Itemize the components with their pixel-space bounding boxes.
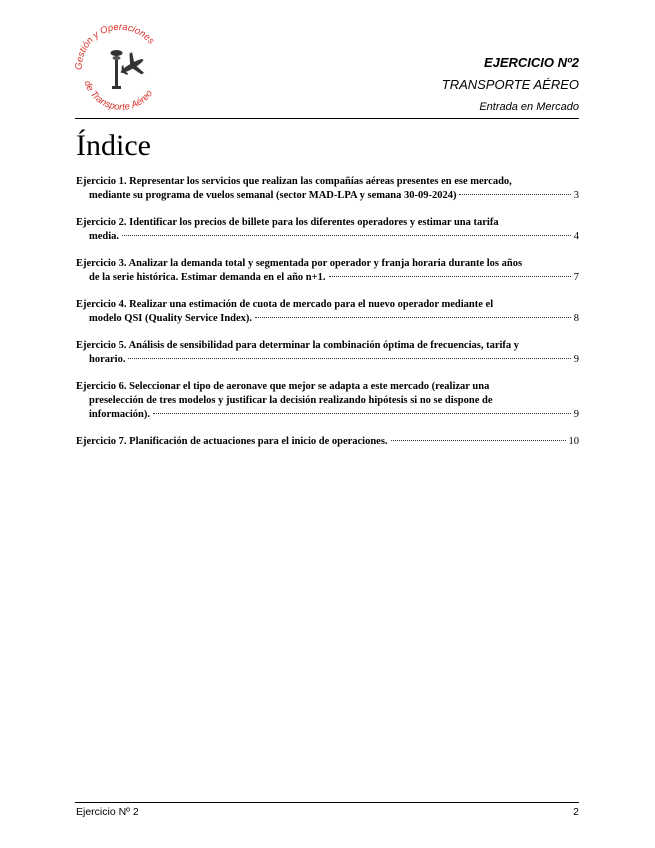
footer-document-name: Ejercicio Nº 2 [76,806,139,818]
toc-entry-text: información). [89,409,150,420]
toc-leader [153,413,571,414]
toc-entry-2[interactable] [76,216,579,244]
logo-text-top: Gestión y Operaciones [73,22,157,71]
footer-page-number: 2 [573,806,579,818]
toc-entry-text: horario. [89,354,126,365]
toc-entry-1[interactable] [76,175,579,203]
header-exercise-number: EJERCICIO Nº2 [483,55,579,70]
toc-entry-7[interactable] [76,435,579,449]
toc-entry-6[interactable] [76,380,579,422]
toc-entry-text: Ejercicio 2. Identificar los precios de billete para los diferentes operadores y estimar una tarifa [76,217,499,228]
toc-leader [128,358,570,359]
toc-page-number: 10 [568,436,579,447]
header-subject: TRANSPORTE AÉREO [441,77,579,92]
toc-entry-text: media. [89,231,120,242]
toc-entry-text: mediante su programa de vuelos semanal (sector MAD-LPA y semana 30-09-2024) [89,190,457,201]
header-divider [75,118,579,119]
airplane-tower-logo-icon [70,22,170,112]
toc-leader [122,235,571,236]
logo-text-bottom: de Transporte Aéreo [81,79,156,112]
toc-leader [459,194,570,195]
toc-entry-text: Ejercicio 1. Representar los servicios que realizan las compañías aéreas presentes en ese mercado, [76,176,512,187]
toc-entry-text: Ejercicio 5. Análisis de sensibilidad para determinar la combinación óptima de frecuencias, tarifa y [76,340,520,351]
toc-leader [329,276,571,277]
toc-leader [255,317,571,318]
svg-text:de Transporte Aéreo [82,79,156,112]
logo [70,22,170,112]
footer-divider [75,802,579,803]
table-of-contents [76,175,579,462]
toc-entry-text: preselección de tres modelos y justificar la decisión realizando hipótesis si no se dispone de [89,395,493,406]
toc-page-number: 7 [573,272,579,283]
toc-entry-text: Ejercicio 7. Planificación de actuaciones para el inicio de operaciones. [76,436,388,447]
toc-entry-text: Ejercicio 3. Analizar la demanda total y segmentada por operador y franja horaria durante los años [76,258,523,269]
toc-page-number: 3 [573,190,579,201]
toc-entry-4[interactable] [76,298,579,326]
toc-page-number: 8 [573,313,579,324]
toc-entry-text: Ejercicio 6. Seleccionar el tipo de aeronave que mejor se adapta a este mercado (realizar una [76,381,490,392]
toc-page-number: 4 [573,231,579,242]
toc-page-number: 9 [573,354,579,365]
toc-entry-text: modelo QSI (Quality Service Index). [89,313,253,324]
toc-entry-3[interactable] [76,257,579,285]
toc-leader [391,440,566,441]
toc-entry-text: Ejercicio 4. Realizar una estimación de cuota de mercado para el nuevo operador mediante el [76,299,494,310]
toc-entry-text: de la serie histórica. Estimar demanda en el año n+1. [89,272,326,283]
toc-page-number: 9 [573,409,579,420]
toc-entry-5[interactable] [76,339,579,367]
page-title: Índice [76,129,151,162]
document-header [442,54,579,114]
header-topic: Entrada en Mercado [479,101,579,113]
